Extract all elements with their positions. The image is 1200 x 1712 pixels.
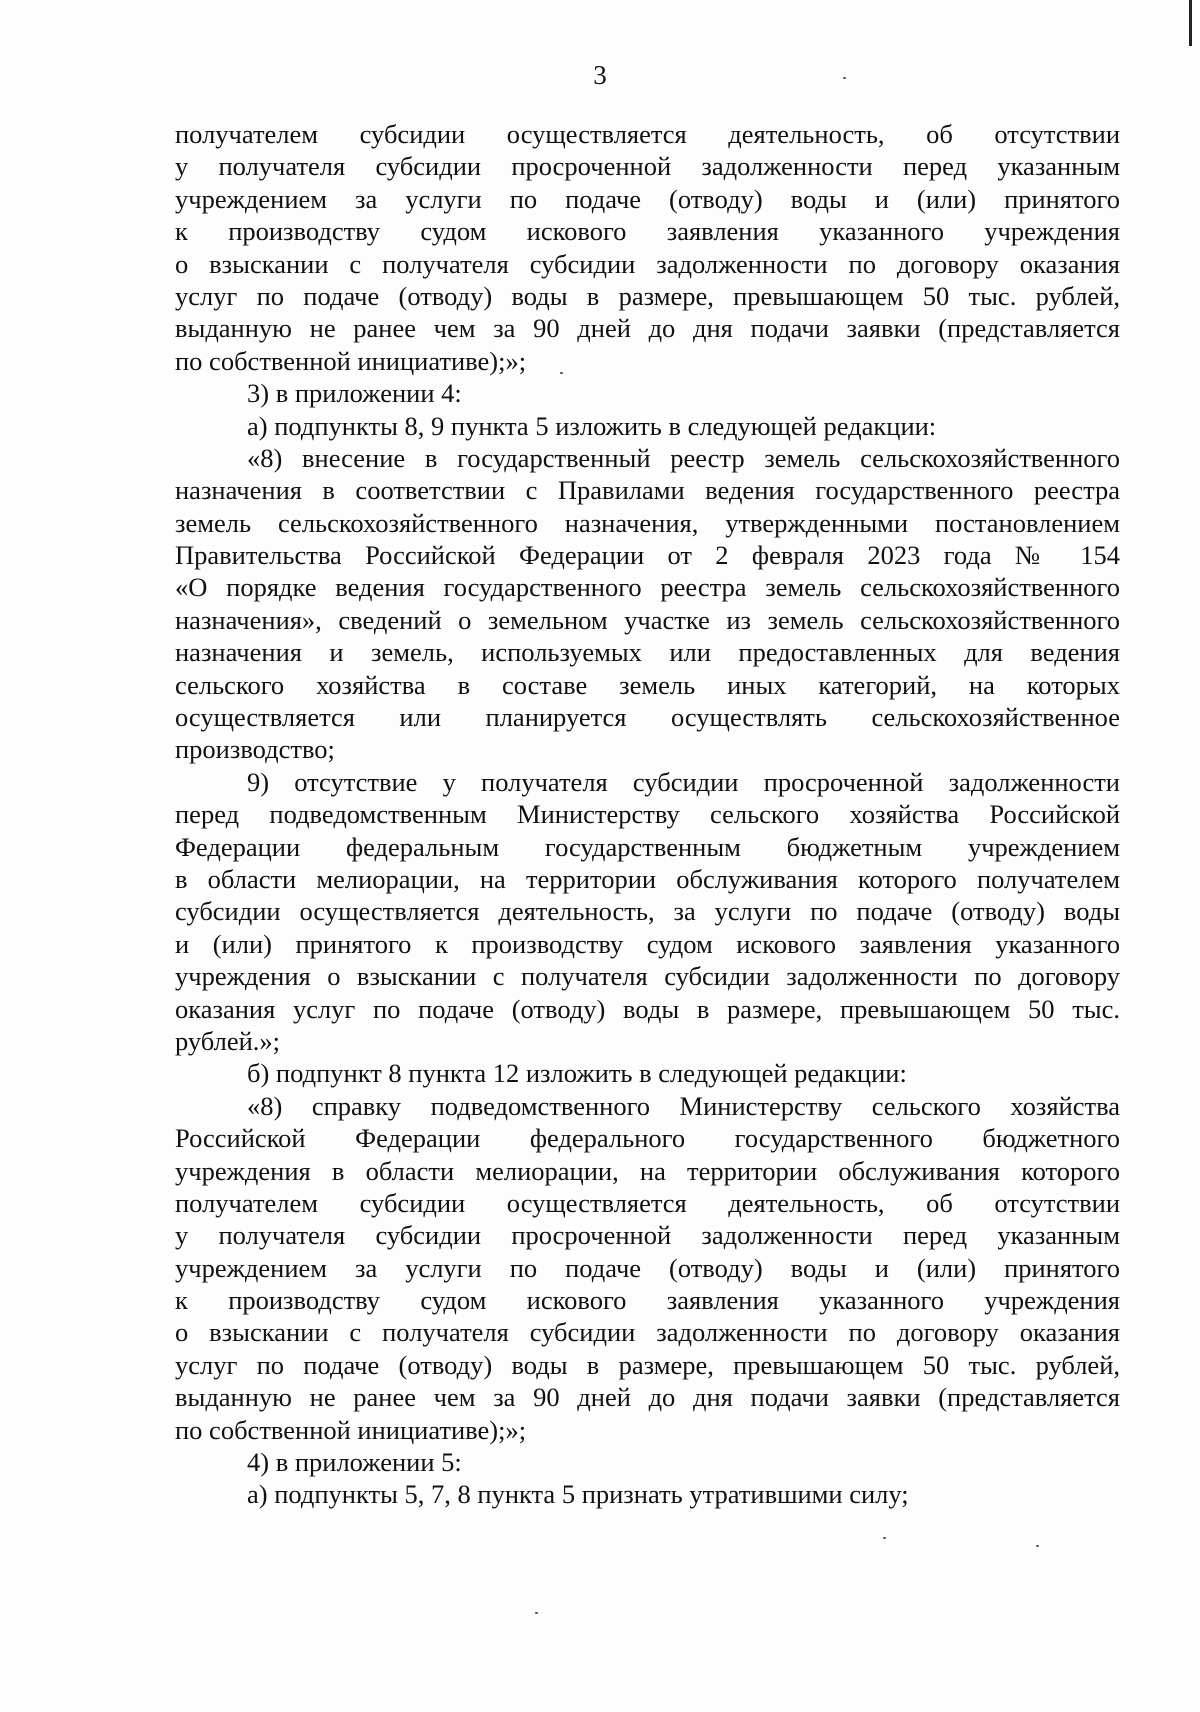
text-line: учреждением за услуги по подаче (отводу) воды и (или) принятого — [175, 183, 1120, 214]
text-line: о взыскании с получателя субсидии задолженности по договору оказания — [175, 1317, 1120, 1348]
text-line: а) подпункты 5, 7, 8 пункта 5 признать утратившими силу; — [247, 1479, 909, 1510]
text-line: у получателя субсидии просроченной задолженности перед указанным — [175, 151, 1120, 182]
scan-speck — [883, 1537, 886, 1539]
text-line: учреждения в области мелиорации, на территории обслуживания которого — [175, 1155, 1120, 1186]
text-line: получателем субсидии осуществляется деятельность, об отсутствии — [175, 1187, 1120, 1218]
text-line: осуществляется или планируется осуществлять сельскохозяйственное — [175, 702, 1120, 733]
text-line: «8) внесение в государственный реестр земель сельскохозяйственного — [247, 442, 1120, 473]
text-line: 9) отсутствие у получателя субсидии просроченной задолженности — [247, 766, 1120, 797]
text-line: по собственной инициативе);»; — [175, 1414, 527, 1445]
text-line: назначения», сведений о земельном участке из земель сельскохозяйственного — [175, 604, 1120, 635]
text-line: оказания услуг по подаче (отводу) воды в размере, превышающем 50 тыс. — [175, 993, 1120, 1024]
text-line: назначения и земель, используемых или предоставленных для ведения — [175, 637, 1120, 668]
page-number: 3 — [593, 60, 607, 90]
text-line: б) подпункт 8 пункта 12 изложить в следующей редакции: — [247, 1058, 907, 1089]
text-line: к производству судом искового заявления указанного учреждения — [175, 1285, 1120, 1316]
text-line: субсидии осуществляется деятельность, за услуги по подаче (отводу) воды — [175, 896, 1120, 927]
document-body — [175, 118, 1120, 1511]
text-line: по собственной инициативе);»; — [175, 345, 527, 376]
text-line: услуг по подаче (отводу) воды в размере, превышающем 50 тыс. рублей, — [175, 280, 1120, 311]
text-line: выданную не ранее чем за 90 дней до дня подачи заявки (представляется — [175, 313, 1120, 344]
text-line: а) подпункты 8, 9 пункта 5 изложить в следующей редакции: — [247, 410, 937, 441]
text-line: Федерации федеральным государственным бюджетным учреждением — [175, 831, 1120, 862]
text-line: у получателя субсидии просроченной задолженности перед указанным — [175, 1220, 1120, 1251]
text-line: услуг по подаче (отводу) воды в размере, превышающем 50 тыс. рублей, — [175, 1349, 1120, 1380]
scan-speck — [535, 1612, 538, 1614]
text-line: получателем субсидии осуществляется деятельность, об отсутствии — [175, 119, 1120, 149]
text-line: и (или) принятого к производству судом искового заявления указанного — [175, 928, 1120, 959]
text-line: сельского хозяйства в составе земель иных категорий, на которых — [175, 669, 1120, 700]
text-line: учреждения о взыскании с получателя субсидии задолженности по договору — [175, 961, 1120, 992]
text-line: Правительства Российской Федерации от 2 февраля 2023 года № 154 — [175, 540, 1120, 571]
text-line: 3) в приложении 4: — [247, 378, 462, 409]
text-line: рублей.»; — [175, 1025, 281, 1056]
text-line: перед подведомственным Министерству сельского хозяйства Российской — [175, 799, 1120, 830]
text-line: к производству судом искового заявления указанного учреждения — [175, 216, 1120, 247]
text-line: «8) справку подведомственного Министерству сельского хозяйства — [247, 1090, 1120, 1121]
text-line: выданную не ранее чем за 90 дней до дня подачи заявки (представляется — [175, 1382, 1120, 1413]
text-line: 4) в приложении 5: — [247, 1447, 462, 1478]
scan-edge-mark — [1189, 0, 1192, 46]
text-line: «О порядке ведения государственного реестра земель сельскохозяйственного — [175, 572, 1120, 603]
text-line: в области мелиорации, на территории обслуживания которого получателем — [175, 863, 1120, 894]
text-line: производство; — [175, 734, 335, 765]
scan-speck — [1036, 1545, 1039, 1547]
text-line: о взыскании с получателя субсидии задолженности по договору оказания — [175, 248, 1120, 279]
text-line: учреждением за услуги по подаче (отводу) воды и (или) принятого — [175, 1252, 1120, 1283]
text-line: земель сельскохозяйственного назначения, утвержденными постановлением — [175, 507, 1120, 538]
text-line: назначения в соответствии с Правилами ведения государственного реестра — [175, 475, 1120, 506]
text-line: Российской Федерации федерального государственного бюджетного — [175, 1123, 1120, 1154]
